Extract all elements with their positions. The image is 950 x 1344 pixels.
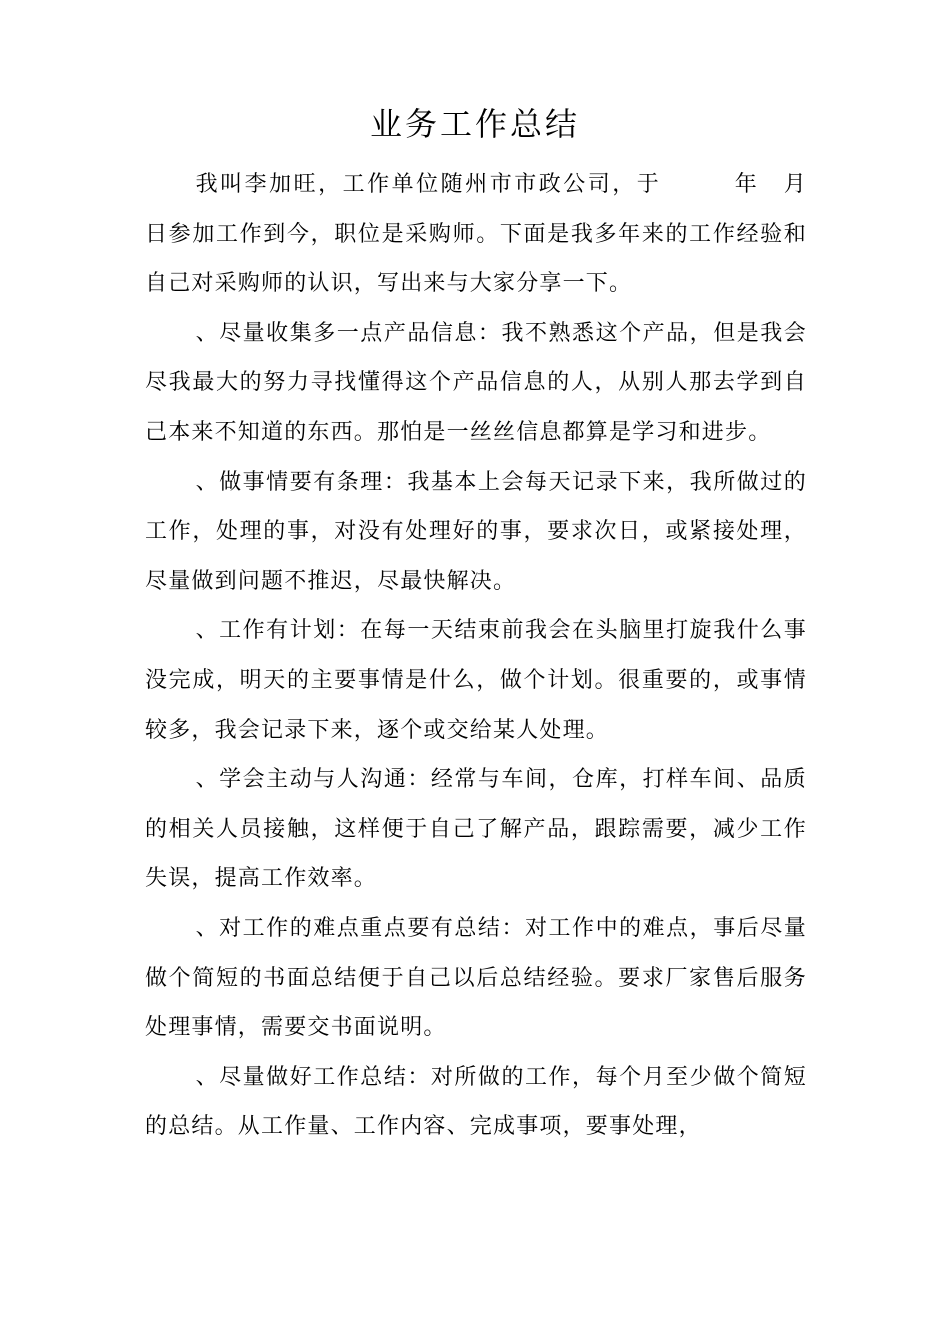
paragraph-item-1: 、尽量收集多一点产品信息：我不熟悉这个产品，但是我会尽我最大的努力寻找懂得这个产品信息的人，从别人那去学到自己本来不知道的东西。那怕是一丝丝信息都算是学习和进步。	[145, 320, 807, 445]
paragraph-intro: 我叫李加旺，工作单位随州市市政公司，于 年 月 日参加工作到今，职位是采购师。下面是我多年来的工作经验和自己对采购师的认识，写出来与大家分享一下。	[145, 172, 831, 297]
paragraph-item-6: 、尽量做好工作总结：对所做的工作，每个月至少做个简短的总结。从工作量、工作内容、完成事项，要事处理，	[145, 1064, 807, 1140]
paragraph-item-2: 、做事情要有条理：我基本上会每天记录下来，我所做过的工作，处理的事，对没有处理好的事，要求次日，或紧接处理，尽量做到问题不推迟，尽最快解决。	[145, 469, 807, 594]
paragraph-item-4: 、学会主动与人沟通：经常与车间，仓库，打样车间、品质的相关人员接触，这样便于自己了解产品，跟踪需要，减少工作失误，提高工作效率。	[145, 767, 807, 892]
paragraph-item-3: 、工作有计划：在每一天结束前我会在头脑里打旋我什么事没完成，明天的主要事情是什么，做个计划。很重要的，或事情较多，我会记录下来，逐个或交给某人处理。	[145, 618, 807, 743]
document-body	[145, 160, 831, 1152]
paragraph-item-5: 、对工作的难点重点要有总结：对工作中的难点，事后尽量做个简短的书面总结便于自己以后总结经验。要求厂家售后服务处理事情，需要交书面说明。	[145, 915, 807, 1041]
page-title: 业务工作总结	[369, 105, 580, 143]
